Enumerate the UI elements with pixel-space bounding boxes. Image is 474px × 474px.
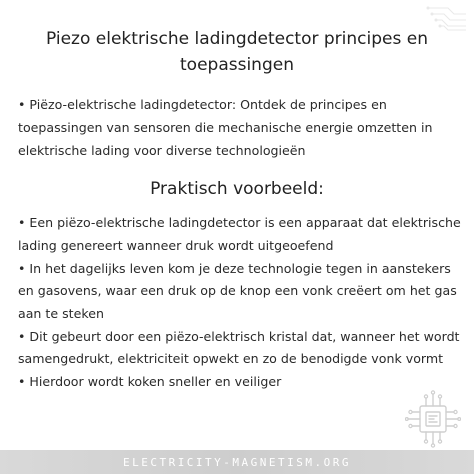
section-heading: Praktisch voorbeeld: [150,179,324,199]
bullet-item: • Dit gebeurt door een piëzo-elektrisch kristal dat, wanneer het wordt samengedrukt, elektriciteit opwekt en zo de benodigde vonk vormt [18,328,460,366]
bullet-item: • In het dagelijks leven kom je deze technologie tegen in aanstekers en gasovens, waar een druk op de knop een vonk creëert om het gas aan te steken [18,260,457,321]
intro-paragraph: • Piëzo-elektrische ladingdetector: Ontdek de principes en toepassingen van sensoren die mechanische energie omzetten in elektrische lading voor diverse technologieën [18,97,433,158]
bullet-item: • Hierdoor wordt koken sneller en veiliger [18,374,282,389]
page-title: Piezo elektrische ladingdetector principes en toepassingen [46,29,428,75]
footer-site-name: ELECTRICITY-MAGNETISM.ORG [122,456,352,469]
example-bullet-list [18,212,463,394]
footer-bar [0,450,474,474]
circuit-chip-icon [405,390,461,448]
bullet-item: • Een piëzo-elektrische ladingdetector is een apparaat dat elektrische lading genereert wanneer druk wordt uitgeoefend [18,215,461,253]
